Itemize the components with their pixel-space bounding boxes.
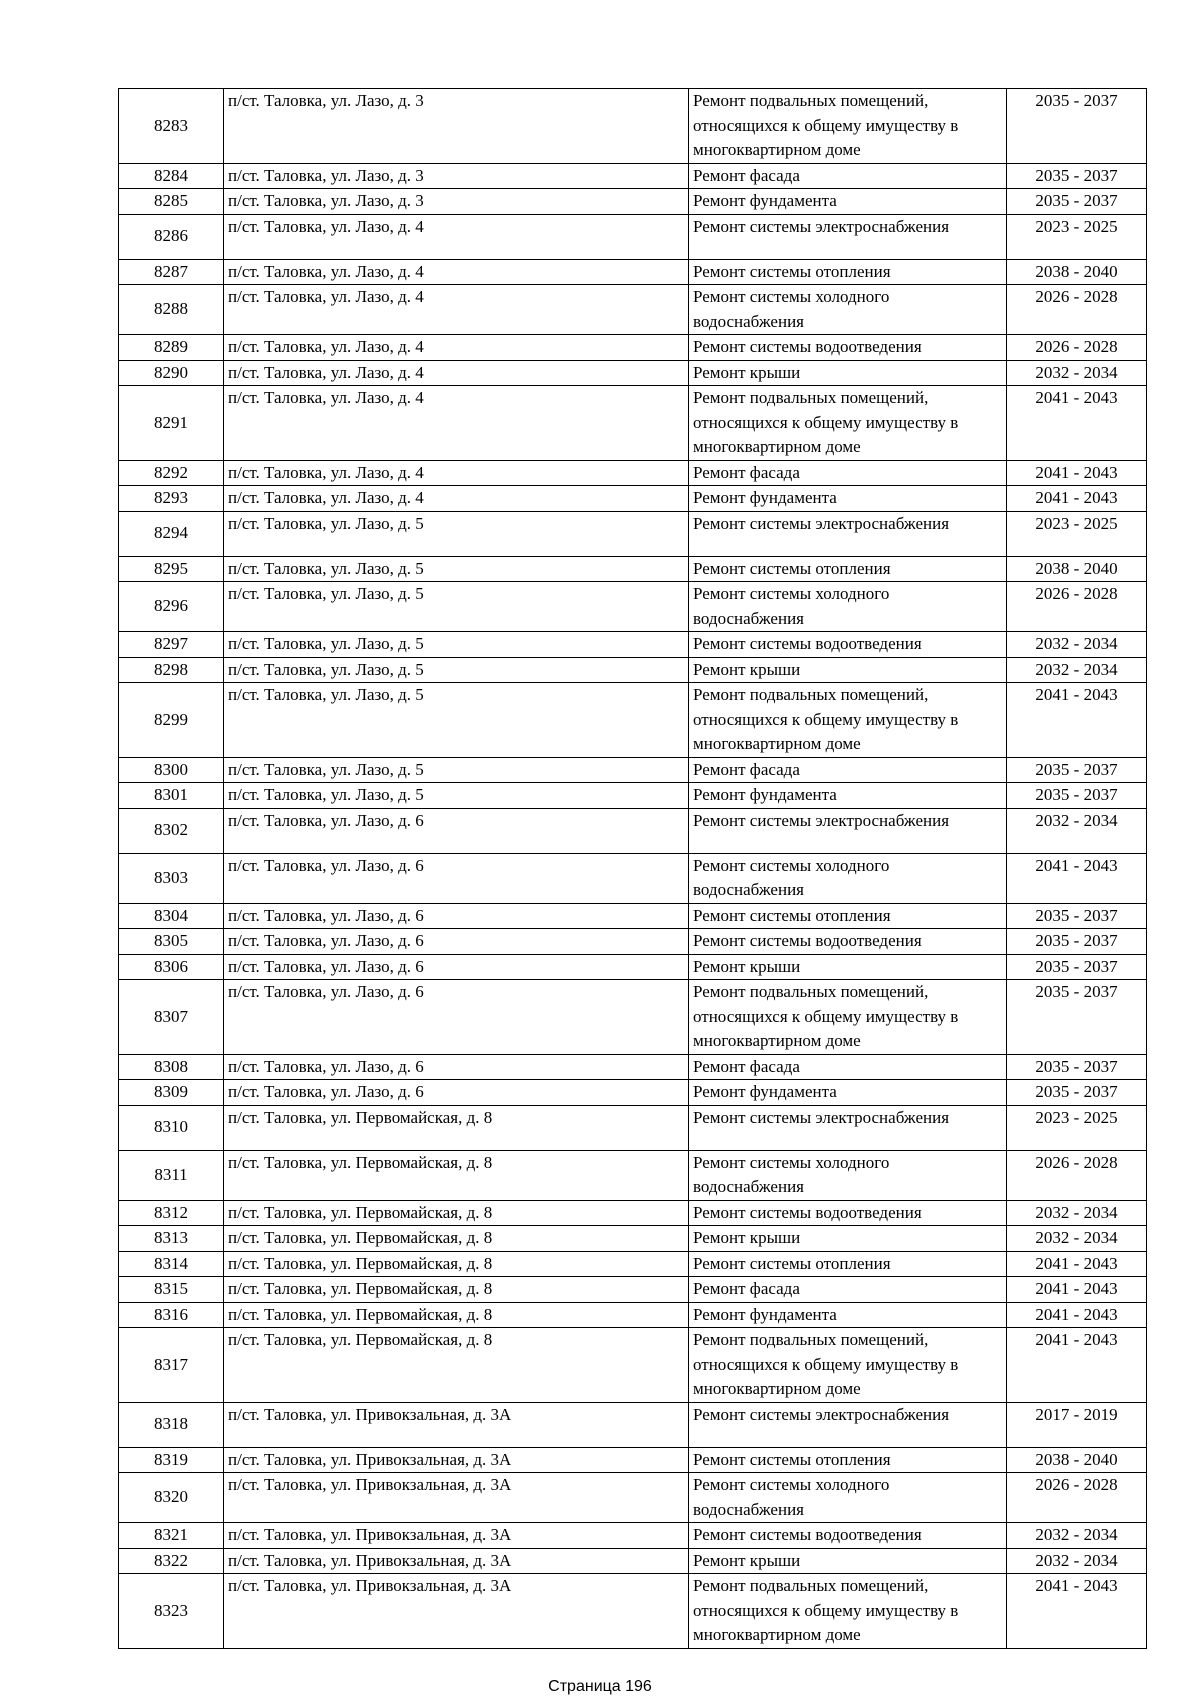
table-row	[119, 1105, 1147, 1150]
address-cell: п/ст. Таловка, ул. Лазо, д. 6	[224, 903, 689, 929]
work-type-cell: Ремонт системы холодного водоснабжения	[689, 1473, 1007, 1523]
table-row	[119, 556, 1147, 582]
period-cell: 2041 - 2043	[1007, 1277, 1147, 1303]
table-row	[119, 1150, 1147, 1200]
row-number: 8283	[119, 89, 224, 164]
address-cell: п/ст. Таловка, ул. Лазо, д. 4	[224, 386, 689, 461]
period-cell: 2023 - 2025	[1007, 511, 1147, 556]
address-cell: п/ст. Таловка, ул. Первомайская, д. 8	[224, 1105, 689, 1150]
table-row	[119, 259, 1147, 285]
table-row	[119, 783, 1147, 809]
period-cell: 2026 - 2028	[1007, 582, 1147, 632]
table-row	[119, 386, 1147, 461]
period-cell: 2026 - 2028	[1007, 1473, 1147, 1523]
address-cell: п/ст. Таловка, ул. Лазо, д. 6	[224, 929, 689, 955]
table-row	[119, 214, 1147, 259]
row-number: 8301	[119, 783, 224, 809]
address-cell: п/ст. Таловка, ул. Первомайская, д. 8	[224, 1150, 689, 1200]
period-cell: 2032 - 2034	[1007, 808, 1147, 853]
address-cell: п/ст. Таловка, ул. Лазо, д. 5	[224, 556, 689, 582]
row-number: 8307	[119, 980, 224, 1055]
row-number: 8305	[119, 929, 224, 955]
work-type-cell: Ремонт фундамента	[689, 1080, 1007, 1106]
table-row	[119, 511, 1147, 556]
period-cell: 2026 - 2028	[1007, 1150, 1147, 1200]
table-row	[119, 486, 1147, 512]
address-cell: п/ст. Таловка, ул. Лазо, д. 4	[224, 259, 689, 285]
work-type-cell: Ремонт фундамента	[689, 783, 1007, 809]
address-cell: п/ст. Таловка, ул. Лазо, д. 3	[224, 163, 689, 189]
row-number: 8319	[119, 1447, 224, 1473]
period-cell: 2026 - 2028	[1007, 285, 1147, 335]
work-type-cell: Ремонт фасада	[689, 757, 1007, 783]
work-type-cell: Ремонт системы электроснабжения	[689, 1105, 1007, 1150]
period-cell: 2023 - 2025	[1007, 214, 1147, 259]
period-cell: 2026 - 2028	[1007, 335, 1147, 361]
work-type-cell: Ремонт системы холодного водоснабжения	[689, 582, 1007, 632]
address-cell: п/ст. Таловка, ул. Лазо, д. 3	[224, 189, 689, 215]
table-row	[119, 189, 1147, 215]
address-cell: п/ст. Таловка, ул. Лазо, д. 4	[224, 486, 689, 512]
address-cell: п/ст. Таловка, ул. Привокзальная, д. 3А	[224, 1548, 689, 1574]
period-cell: 2035 - 2037	[1007, 189, 1147, 215]
table-row	[119, 657, 1147, 683]
table-row	[119, 360, 1147, 386]
address-cell: п/ст. Таловка, ул. Лазо, д. 5	[224, 511, 689, 556]
work-type-cell: Ремонт фасада	[689, 460, 1007, 486]
period-cell: 2038 - 2040	[1007, 1447, 1147, 1473]
period-cell: 2041 - 2043	[1007, 460, 1147, 486]
row-number: 8322	[119, 1548, 224, 1574]
address-cell: п/ст. Таловка, ул. Лазо, д. 4	[224, 285, 689, 335]
work-type-cell: Ремонт системы холодного водоснабжения	[689, 1150, 1007, 1200]
row-number: 8295	[119, 556, 224, 582]
work-type-cell: Ремонт фасада	[689, 1277, 1007, 1303]
row-number: 8284	[119, 163, 224, 189]
work-type-cell: Ремонт системы электроснабжения	[689, 808, 1007, 853]
period-cell: 2035 - 2037	[1007, 783, 1147, 809]
row-number: 8289	[119, 335, 224, 361]
table-row	[119, 980, 1147, 1055]
work-type-cell: Ремонт фундамента	[689, 1302, 1007, 1328]
work-type-cell: Ремонт системы электроснабжения	[689, 1402, 1007, 1447]
period-cell: 2035 - 2037	[1007, 980, 1147, 1055]
work-type-cell: Ремонт системы отопления	[689, 1447, 1007, 1473]
period-cell: 2041 - 2043	[1007, 853, 1147, 903]
row-number: 8287	[119, 259, 224, 285]
table-row	[119, 1054, 1147, 1080]
period-cell: 2032 - 2034	[1007, 360, 1147, 386]
work-type-cell: Ремонт системы отопления	[689, 556, 1007, 582]
row-number: 8318	[119, 1402, 224, 1447]
row-number: 8323	[119, 1574, 224, 1649]
period-cell: 2032 - 2034	[1007, 1548, 1147, 1574]
table-row	[119, 683, 1147, 758]
row-number: 8285	[119, 189, 224, 215]
work-type-cell: Ремонт системы водоотведения	[689, 632, 1007, 658]
address-cell: п/ст. Таловка, ул. Лазо, д. 4	[224, 460, 689, 486]
address-cell: п/ст. Таловка, ул. Первомайская, д. 8	[224, 1200, 689, 1226]
period-cell: 2038 - 2040	[1007, 259, 1147, 285]
table-row	[119, 582, 1147, 632]
row-number: 8293	[119, 486, 224, 512]
period-cell: 2035 - 2037	[1007, 954, 1147, 980]
page-number: Страница 196	[548, 1678, 652, 1695]
table-row	[119, 1574, 1147, 1649]
table-row	[119, 460, 1147, 486]
row-number: 8288	[119, 285, 224, 335]
period-cell: 2032 - 2034	[1007, 1523, 1147, 1549]
row-number: 8286	[119, 214, 224, 259]
address-cell: п/ст. Таловка, ул. Привокзальная, д. 3А	[224, 1447, 689, 1473]
period-cell: 2032 - 2034	[1007, 632, 1147, 658]
period-cell: 2032 - 2034	[1007, 1200, 1147, 1226]
table-row	[119, 1473, 1147, 1523]
work-type-cell: Ремонт подвальных помещений, относящихся к общему имуществу в многоквартирном доме	[689, 1328, 1007, 1403]
period-cell: 2035 - 2037	[1007, 163, 1147, 189]
table-row	[119, 1226, 1147, 1252]
address-cell: п/ст. Таловка, ул. Первомайская, д. 8	[224, 1226, 689, 1252]
address-cell: п/ст. Таловка, ул. Привокзальная, д. 3А	[224, 1574, 689, 1649]
row-number: 8304	[119, 903, 224, 929]
address-cell: п/ст. Таловка, ул. Лазо, д. 6	[224, 1054, 689, 1080]
period-cell: 2032 - 2034	[1007, 657, 1147, 683]
address-cell: п/ст. Таловка, ул. Привокзальная, д. 3А	[224, 1473, 689, 1523]
row-number: 8312	[119, 1200, 224, 1226]
table-row	[119, 335, 1147, 361]
work-type-cell: Ремонт системы отопления	[689, 903, 1007, 929]
address-cell: п/ст. Таловка, ул. Лазо, д. 6	[224, 853, 689, 903]
row-number: 8320	[119, 1473, 224, 1523]
row-number: 8296	[119, 582, 224, 632]
work-type-cell: Ремонт крыши	[689, 954, 1007, 980]
row-number: 8297	[119, 632, 224, 658]
address-cell: п/ст. Таловка, ул. Лазо, д. 4	[224, 335, 689, 361]
row-number: 8314	[119, 1251, 224, 1277]
address-cell: п/ст. Таловка, ул. Лазо, д. 6	[224, 808, 689, 853]
table-row	[119, 903, 1147, 929]
work-type-cell: Ремонт системы водоотведения	[689, 335, 1007, 361]
address-cell: п/ст. Таловка, ул. Привокзальная, д. 3А	[224, 1523, 689, 1549]
work-type-cell: Ремонт системы электроснабжения	[689, 511, 1007, 556]
table-row	[119, 757, 1147, 783]
period-cell: 2035 - 2037	[1007, 1054, 1147, 1080]
work-type-cell: Ремонт крыши	[689, 1226, 1007, 1252]
row-number: 8290	[119, 360, 224, 386]
work-type-cell: Ремонт фасада	[689, 163, 1007, 189]
table-row	[119, 163, 1147, 189]
work-type-cell: Ремонт крыши	[689, 360, 1007, 386]
address-cell: п/ст. Таловка, ул. Лазо, д. 4	[224, 214, 689, 259]
period-cell: 2035 - 2037	[1007, 929, 1147, 955]
work-type-cell: Ремонт подвальных помещений, относящихся к общему имуществу в многоквартирном доме	[689, 683, 1007, 758]
row-number: 8300	[119, 757, 224, 783]
table-row	[119, 954, 1147, 980]
work-type-cell: Ремонт системы водоотведения	[689, 1523, 1007, 1549]
table-row	[119, 1080, 1147, 1106]
work-type-cell: Ремонт системы водоотведения	[689, 929, 1007, 955]
row-number: 8316	[119, 1302, 224, 1328]
period-cell: 2041 - 2043	[1007, 1574, 1147, 1649]
address-cell: п/ст. Таловка, ул. Лазо, д. 3	[224, 89, 689, 164]
row-number: 8306	[119, 954, 224, 980]
row-number: 8308	[119, 1054, 224, 1080]
row-number: 8299	[119, 683, 224, 758]
address-cell: п/ст. Таловка, ул. Первомайская, д. 8	[224, 1251, 689, 1277]
table-row	[119, 1200, 1147, 1226]
table-row	[119, 1523, 1147, 1549]
period-cell: 2017 - 2019	[1007, 1402, 1147, 1447]
period-cell: 2035 - 2037	[1007, 757, 1147, 783]
row-number: 8303	[119, 853, 224, 903]
work-type-cell: Ремонт системы холодного водоснабжения	[689, 285, 1007, 335]
row-number: 8292	[119, 460, 224, 486]
address-cell: п/ст. Таловка, ул. Первомайская, д. 8	[224, 1328, 689, 1403]
address-cell: п/ст. Таловка, ул. Лазо, д. 6	[224, 954, 689, 980]
address-cell: п/ст. Таловка, ул. Привокзальная, д. 3А	[224, 1402, 689, 1447]
table-row	[119, 808, 1147, 853]
period-cell: 2041 - 2043	[1007, 1251, 1147, 1277]
period-cell: 2023 - 2025	[1007, 1105, 1147, 1150]
row-number: 8311	[119, 1150, 224, 1200]
period-cell: 2041 - 2043	[1007, 1302, 1147, 1328]
row-number: 8309	[119, 1080, 224, 1106]
address-cell: п/ст. Таловка, ул. Лазо, д. 5	[224, 657, 689, 683]
work-type-cell: Ремонт системы отопления	[689, 1251, 1007, 1277]
period-cell: 2038 - 2040	[1007, 556, 1147, 582]
address-cell: п/ст. Таловка, ул. Лазо, д. 5	[224, 632, 689, 658]
work-type-cell: Ремонт фасада	[689, 1054, 1007, 1080]
table-row	[119, 1328, 1147, 1403]
table-row	[119, 1251, 1147, 1277]
row-number: 8317	[119, 1328, 224, 1403]
table-row	[119, 1277, 1147, 1303]
address-cell: п/ст. Таловка, ул. Лазо, д. 5	[224, 757, 689, 783]
address-cell: п/ст. Таловка, ул. Лазо, д. 5	[224, 683, 689, 758]
period-cell: 2041 - 2043	[1007, 683, 1147, 758]
table-row	[119, 632, 1147, 658]
work-type-cell: Ремонт крыши	[689, 1548, 1007, 1574]
row-number: 8313	[119, 1226, 224, 1252]
work-type-cell: Ремонт системы электроснабжения	[689, 214, 1007, 259]
work-type-cell: Ремонт системы отопления	[689, 259, 1007, 285]
row-number: 8315	[119, 1277, 224, 1303]
address-cell: п/ст. Таловка, ул. Лазо, д. 4	[224, 360, 689, 386]
table-row	[119, 1447, 1147, 1473]
table-row	[119, 1302, 1147, 1328]
work-type-cell: Ремонт системы холодного водоснабжения	[689, 853, 1007, 903]
address-cell: п/ст. Таловка, ул. Лазо, д. 6	[224, 980, 689, 1055]
work-type-cell: Ремонт подвальных помещений, относящихся к общему имуществу в многоквартирном доме	[689, 1574, 1007, 1649]
table-row	[119, 285, 1147, 335]
row-number: 8310	[119, 1105, 224, 1150]
period-cell: 2041 - 2043	[1007, 486, 1147, 512]
address-cell: п/ст. Таловка, ул. Лазо, д. 5	[224, 582, 689, 632]
period-cell: 2032 - 2034	[1007, 1226, 1147, 1252]
work-type-cell: Ремонт системы водоотведения	[689, 1200, 1007, 1226]
row-number: 8302	[119, 808, 224, 853]
address-cell: п/ст. Таловка, ул. Лазо, д. 6	[224, 1080, 689, 1106]
address-cell: п/ст. Таловка, ул. Первомайская, д. 8	[224, 1277, 689, 1303]
period-cell: 2035 - 2037	[1007, 903, 1147, 929]
repair-schedule-table	[118, 88, 1147, 1649]
row-number: 8298	[119, 657, 224, 683]
row-number: 8294	[119, 511, 224, 556]
period-cell: 2035 - 2037	[1007, 1080, 1147, 1106]
period-cell: 2035 - 2037	[1007, 89, 1147, 164]
table-body	[119, 89, 1147, 1649]
work-type-cell: Ремонт фундамента	[689, 486, 1007, 512]
work-type-cell: Ремонт крыши	[689, 657, 1007, 683]
table-row	[119, 853, 1147, 903]
row-number: 8321	[119, 1523, 224, 1549]
work-type-cell: Ремонт подвальных помещений, относящихся к общему имуществу в многоквартирном доме	[689, 980, 1007, 1055]
work-type-cell: Ремонт подвальных помещений, относящихся к общему имуществу в многоквартирном доме	[689, 386, 1007, 461]
work-type-cell: Ремонт подвальных помещений, относящихся к общему имуществу в многоквартирном доме	[689, 89, 1007, 164]
table-row	[119, 1548, 1147, 1574]
work-type-cell: Ремонт фундамента	[689, 189, 1007, 215]
period-cell: 2041 - 2043	[1007, 386, 1147, 461]
address-cell: п/ст. Таловка, ул. Первомайская, д. 8	[224, 1302, 689, 1328]
table-row	[119, 929, 1147, 955]
table-row	[119, 1402, 1147, 1447]
table-row	[119, 89, 1147, 164]
row-number: 8291	[119, 386, 224, 461]
period-cell: 2041 - 2043	[1007, 1328, 1147, 1403]
address-cell: п/ст. Таловка, ул. Лазо, д. 5	[224, 783, 689, 809]
